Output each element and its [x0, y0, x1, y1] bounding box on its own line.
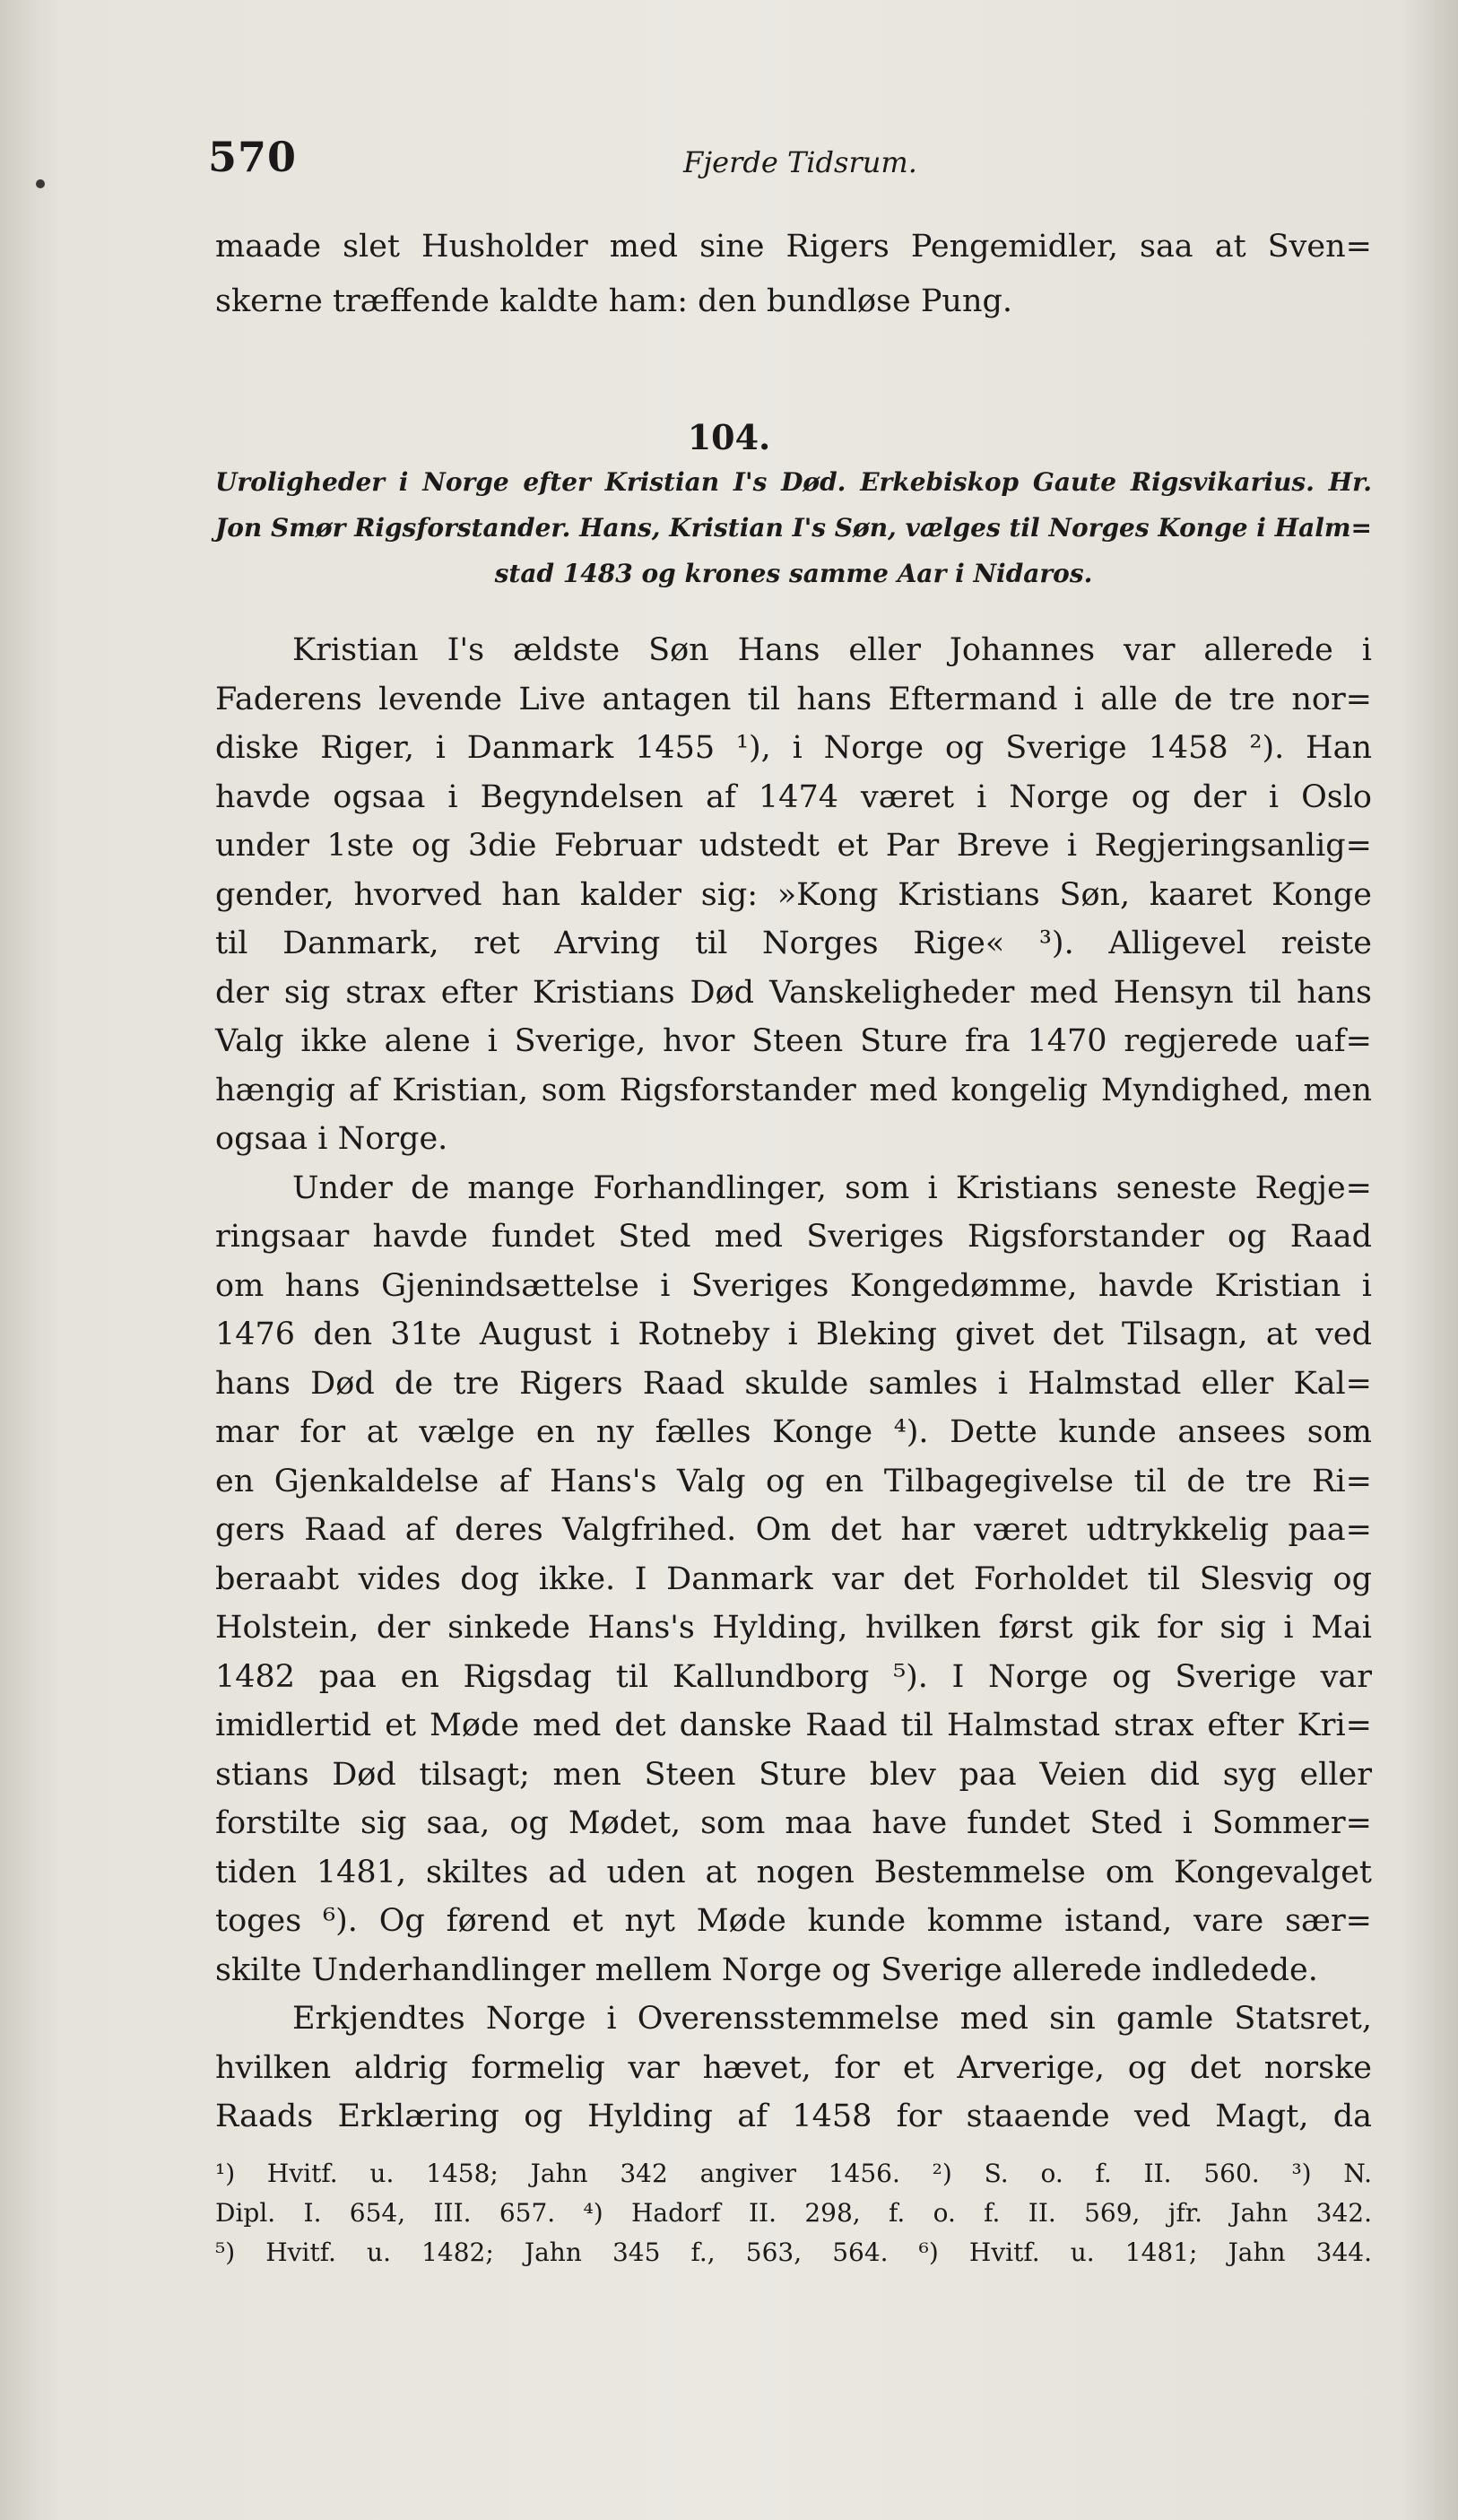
- text-line: havde ogsaa i Begyndelsen af 1474 været i Norge og der i Oslo: [215, 778, 1372, 815]
- footnote-line: Dipl. I. 654, III. 657. ⁴) Hadorf II. 298, f. o. f. II. 569, jfr. Jahn 342.: [215, 2198, 1372, 2228]
- text-line: 1482 paa en Rigsdag til Kallundborg ⁵). I Norge og Sverige var: [215, 1658, 1372, 1695]
- text-line: Holstein, der sinkede Hans's Hylding, hvilken først gik for sig i Mai: [215, 1610, 1372, 1646]
- text-line: toges ⁶). Og førend et nyt Møde kunde komme istand, vare sær=: [215, 1903, 1372, 1939]
- summary-line: Uroligheder i Norge efter Kristian I's Død. Erkebiskop Gaute Rigsvikarius. Hr.: [215, 467, 1372, 497]
- text-line: om hans Gjenindsættelse i Sveriges Kongedømme, havde Kristian i: [215, 1267, 1372, 1304]
- text-line: ringsaar havde fundet Sted med Sveriges Rigsforstander og Raad: [215, 1219, 1372, 1255]
- footnotes: [215, 2154, 1372, 2272]
- text-line: hvilken aldrig formelig var hævet, for et Arverige, og det norske: [215, 2049, 1372, 2086]
- text-line: imidlertid et Møde med det danske Raad til Halmstad strax efter Kri=: [215, 1708, 1372, 1743]
- page-header: [208, 133, 1374, 187]
- text-line: der sig strax efter Kristians Død Vanskeligheder med Hensyn til hans: [215, 974, 1372, 1011]
- text-line: hængig af Kristian, som Rigsforstander med kongelig Myndighed, men: [215, 1072, 1372, 1108]
- text-line: til Danmark, ret Arving til Norges Rige« ³). Alligevel reiste: [215, 925, 1372, 961]
- section-number: 104.: [687, 417, 771, 457]
- body-text: [215, 626, 1372, 2142]
- text-line: diske Riger, i Danmark 1455 ¹), i Norge og Sverige 1458 ²). Han: [215, 730, 1372, 766]
- text-line: mar for at vælge en ny fælles Konge ⁴). Dette kunde ansees som: [215, 1414, 1372, 1450]
- text-line: gender, hvorved han kalder sig: »Kong Kristians Søn, kaaret Konge: [215, 876, 1372, 913]
- text-line: under 1ste og 3die Februar udstedt et Par Breve i Regjeringsanlig=: [215, 828, 1372, 864]
- text-line: Erkjendtes Norge i Overensstemmelse med sin gamle Statsret,: [292, 2001, 1372, 2037]
- summary-line: stad 1483 og krones samme Aar i Nidaros.: [494, 559, 1093, 588]
- text-line: forstilte sig saa, og Mødet, som maa have fundet Sted i Sommer=: [215, 1805, 1372, 1841]
- text-line: hans Død de tre Rigers Raad skulde samles i Halmstad eller Kal=: [215, 1365, 1372, 1402]
- text-line: beraabt vides dog ikke. I Danmark var det Forholdet til Slesvig og: [215, 1560, 1372, 1597]
- ink-spot: [36, 179, 45, 188]
- page-number: 570: [208, 133, 298, 181]
- text-line: skilte Underhandlinger mellem Norge og Sverige allerede indledede.: [215, 1951, 1318, 1988]
- text-line: Under de mange Forhandlinger, som i Kristians seneste Regje=: [292, 1169, 1372, 1206]
- text-line: maade slet Husholder med sine Rigers Pengemidler, saa at Sven=: [215, 229, 1372, 265]
- footnote-line: ¹) Hvitf. u. 1458; Jahn 342 angiver 1456. ²) S. o. f. II. 560. ³) N.: [215, 2159, 1372, 2188]
- text-line: ogsaa i Norge.: [215, 1121, 448, 1157]
- text-line: Faderens levende Live antagen til hans Eftermand i alle de tre nor=: [215, 681, 1372, 717]
- text-line: Valg ikke alene i Sverige, hvor Steen Sture fra 1470 regjerede uaf=: [215, 1023, 1372, 1059]
- text-line: 1476 den 31te August i Rotneby i Bleking givet det Tilsagn, at ved: [215, 1316, 1372, 1352]
- text-line: skerne træffende kaldte ham: den bundløse Pung.: [215, 283, 1013, 319]
- running-head: Fjerde Tidsrum.: [683, 145, 917, 179]
- text-line: gers Raad af deres Valgfrihed. Om det har været udtrykkelig paa=: [215, 1512, 1372, 1548]
- footnote-line: ⁵) Hvitf. u. 1482; Jahn 345 f., 563, 564. ⁶) Hvitf. u. 1481; Jahn 344.: [215, 2238, 1372, 2267]
- summary-line: Jon Smør Rigsforstander. Hans, Kristian I's Søn, vælges til Norges Konge i Halm=: [215, 513, 1372, 543]
- intro-paragraph: [215, 220, 1372, 329]
- text-line: stians Død tilsagt; men Steen Sture blev paa Veien did syg eller: [215, 1756, 1372, 1793]
- text-line: Kristian I's ældste Søn Hans eller Johannes var allerede i: [292, 632, 1372, 668]
- text-line: Raads Erklæring og Hylding af 1458 for staaende ved Magt, da: [215, 2099, 1372, 2134]
- section-summary: [215, 459, 1372, 596]
- text-line: tiden 1481, skiltes ad uden at nogen Bestemmelse om Kongevalget: [215, 1854, 1372, 1890]
- text-line: en Gjenkaldelse af Hans's Valg og en Tilbagegivelse til de tre Ri=: [215, 1463, 1372, 1499]
